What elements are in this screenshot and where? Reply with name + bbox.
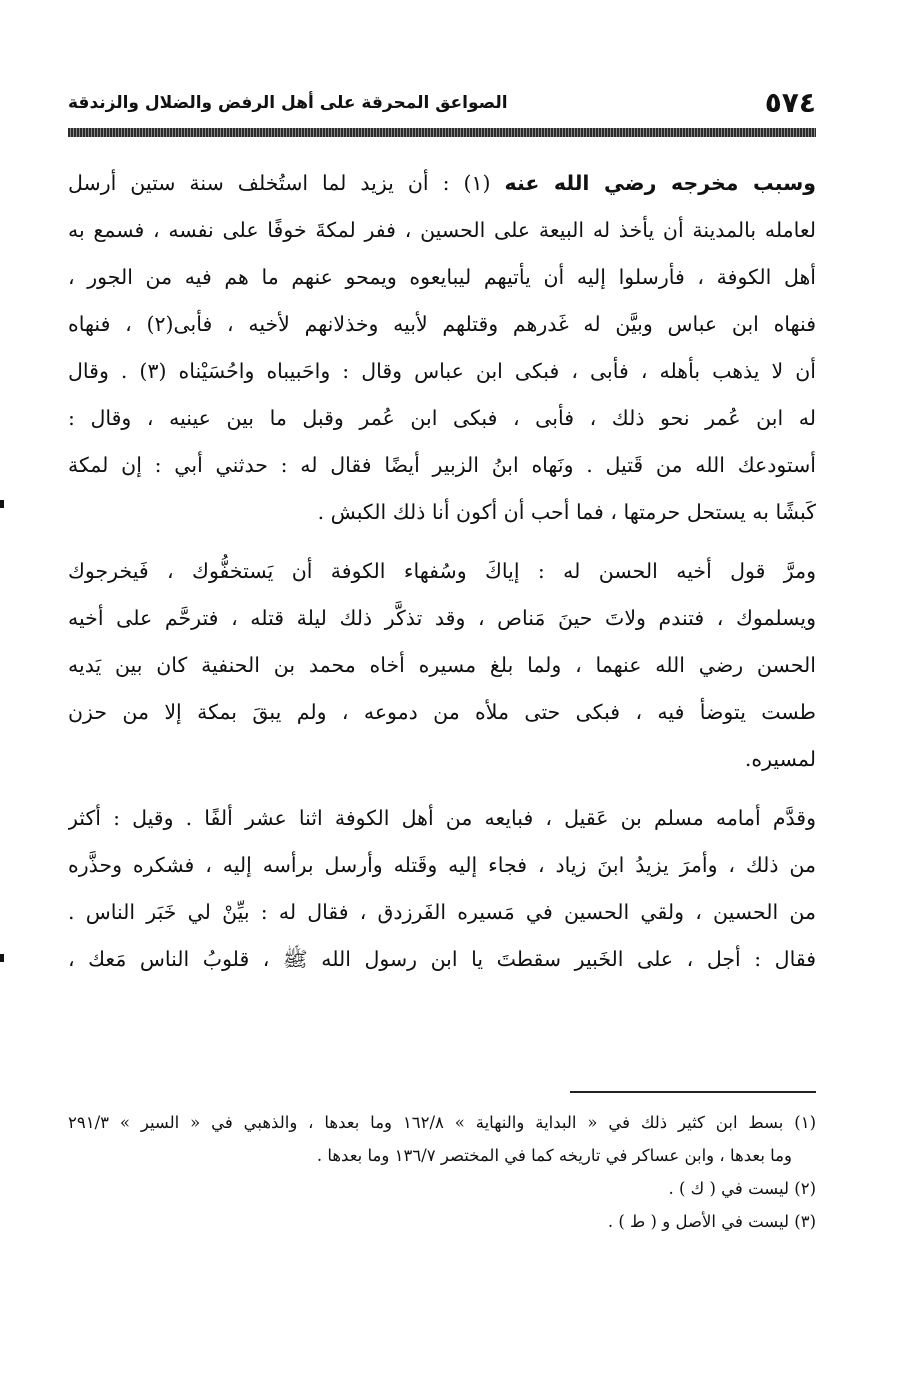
text-line: له ابن عُمر نحو ذلك ، فأبى ، فبكى ابن عُمر وقبل ما بين عينيه ، وقال : — [68, 406, 816, 430]
footnote-rule — [570, 1091, 816, 1093]
text-line: من الحسين ، ولقي الحسين في مَسيره الفَرزدق ، فقال له : بيِّنْ لي خَبَر الناس . — [68, 900, 816, 924]
text-line: كَبشًا به يستحل حرمتها ، فما أحب أن أكون أنا ذلك الكبش . — [317, 500, 816, 524]
margin-mark — [0, 954, 4, 962]
text-line: وقدَّم أمامه مسلم بن عَقيل ، فبايعه من أهل الكوفة اثنا عشر ألفًا . وقيل : أكثر — [68, 806, 816, 830]
footnotes — [68, 1106, 816, 1238]
footnote-1-continuation: وما بعدها ، وابن عساكر في تاريخه كما في المختصر ١٣٦/٧ وما بعدها . — [316, 1146, 792, 1165]
footnote-3: (٣) ليست في الأصل و ( ط ) . — [607, 1212, 816, 1231]
text-line: لمسيره. — [744, 747, 816, 771]
text-line: أستودعك الله من قَتيل . ونَهاه ابنُ الزبير أيضًا فقال له : حدثني أبي : إن لمكة — [68, 453, 816, 477]
line-text: (١) : أن يزيد لما استُخلف سنة ستين أرسل — [68, 171, 505, 195]
text-line: ومرَّ قول أخيه الحسن له : إياكَ وسُفهاء الكوفة أن يَستخفُّوك ، فَيخرجوك — [68, 559, 816, 583]
paragraph-gap — [68, 536, 816, 548]
text-line: الحسن رضي الله عنهما ، ولما بلغ مسيره أخاه محمد بن الحنفية كان بين يَديه — [68, 653, 816, 677]
body-text — [68, 160, 816, 983]
page-header — [68, 84, 816, 128]
text-line: ويسلموك ، فتندم ولاتَ حينَ مَناص ، وقد تذكَّر ذلك ليلة قتله ، فترحَّم على أخيه — [68, 606, 816, 630]
margin-mark — [0, 500, 4, 508]
paragraph-gap — [68, 783, 816, 795]
footnote-2: (٢) ليست في ( ك ) . — [668, 1179, 816, 1198]
footnote-1: (١) بسط ابن كثير ذلك في « البداية والنهاية » ١٦٢/٨ وما بعدها ، والذهبي في « السير » ٢٩١/٣ — [68, 1113, 816, 1132]
header-rule — [68, 128, 816, 137]
running-title: الصواعق المحرقة على أهل الرفض والضلال والزندقة — [68, 93, 508, 113]
text-line: فقال : أجل ، على الخَبير سقطتَ يا ابن رسول الله ﷺ ، قلوبُ الناس مَعك ، — [68, 947, 816, 971]
text-line: من ذلك ، وأمرَ يزيدُ ابنَ زياد ، فجاء إليه وقَتله وأرسل برأسه إليه ، فشكره وحذَّره — [68, 853, 816, 877]
text-line: أهل الكوفة ، فأرسلوا إليه أن يأتيهم ليبايعوه ويمحو عنهم ما هم فيه من الجور ، — [68, 265, 816, 289]
text-line: أن لا يذهب بأهله ، فأبى ، فبكى ابن عباس وقال : واحَبيباه واحُسَيْناه (٣) . وقال — [68, 359, 816, 383]
page-number: ٥٧٤ — [764, 86, 816, 119]
text-line: لعامله بالمدينة أن يأخذ له البيعة على الحسين ، ففر لمكةَ خوفًا على نفسه ، فسمع به — [68, 218, 816, 242]
text-line: طست يتوضأ فيه ، فبكى حتى ملأه من دموعه ، ولم يبقَ بمكة إلا من حزن — [68, 700, 816, 724]
emphasis-text: وسبب مخرجه رضي الله عنه — [504, 171, 816, 195]
text-line: فنهاه ابن عباس وبيَّن له غَدرهم وقتلهم لأبيه وخذلانهم لأخيه ، فأبى(٢) ، فنهاه — [68, 312, 816, 336]
text-line — [68, 160, 816, 207]
